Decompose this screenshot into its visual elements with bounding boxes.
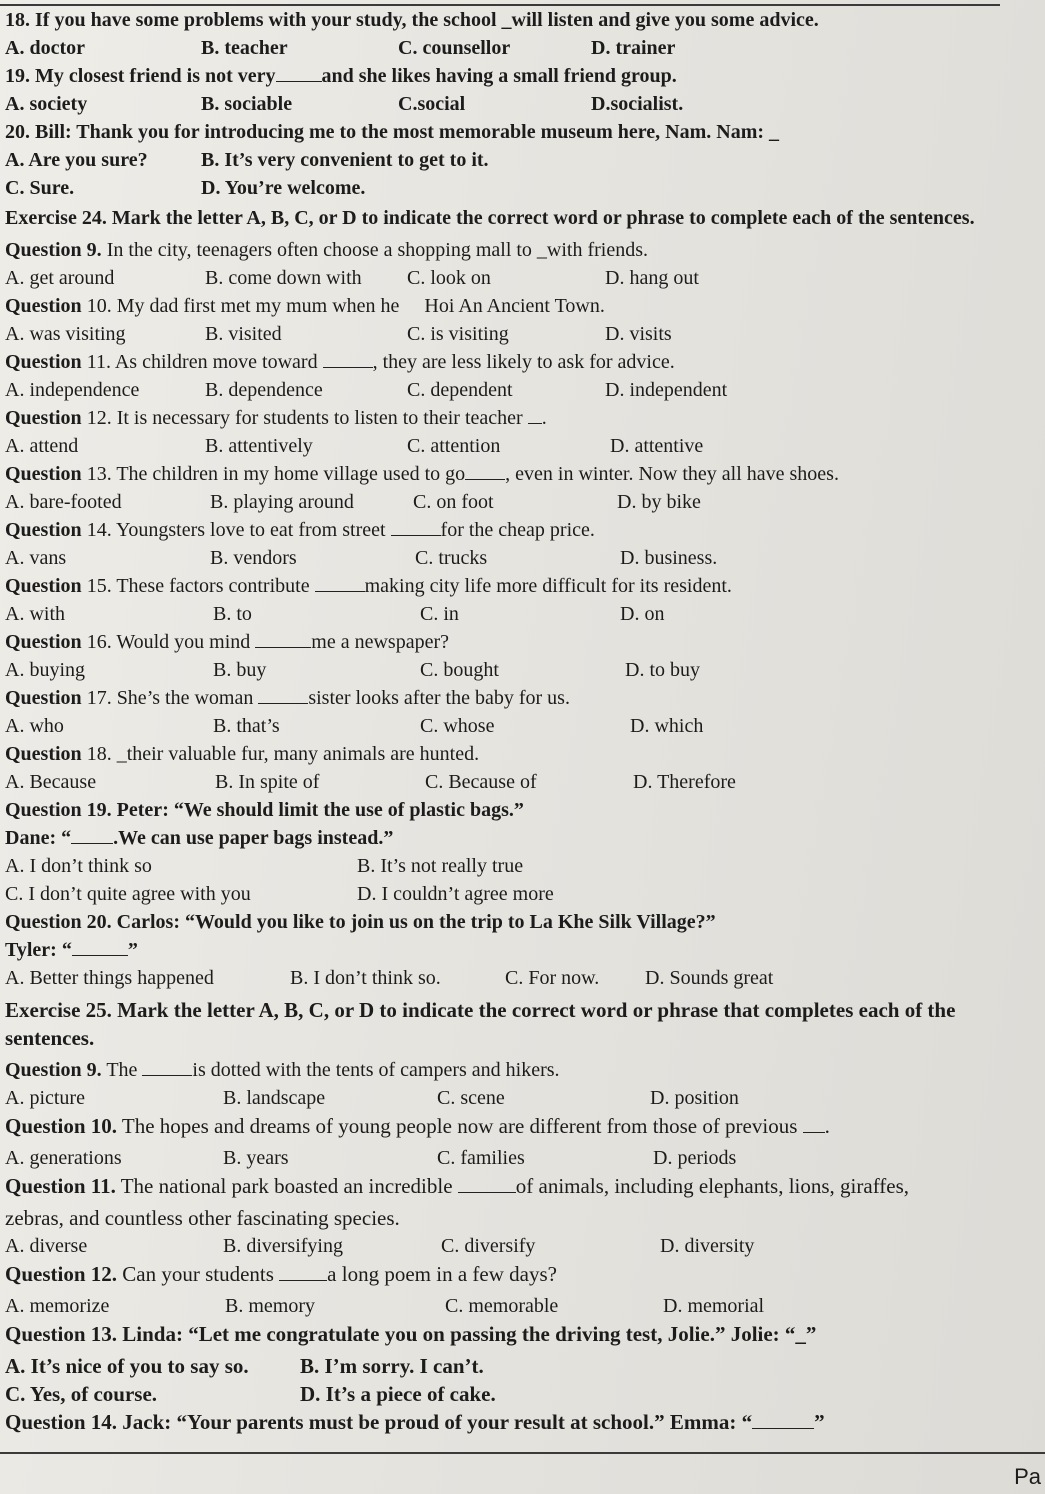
e24-question-15-stem: Question 15. These factors contribute making city life more difficult for its resident.: [5, 575, 732, 597]
option-c: C. in: [420, 603, 459, 625]
option-c: C. families: [437, 1147, 525, 1169]
option-c: C. For now.: [505, 967, 600, 989]
option-a: A. It’s nice of you to say so.: [5, 1354, 249, 1378]
option-a: A. vans: [5, 547, 67, 569]
worksheet-content: [5, 6, 1035, 1440]
option-b: B. memory: [225, 1295, 315, 1317]
e25-question-10-stem: Question 10. The hopes and dreams of young people now are different from those of previous .: [5, 1114, 830, 1138]
option-d: D. on: [620, 603, 665, 625]
e24-question-11-options: [5, 376, 1035, 404]
e25-question-12-options: [5, 1292, 1035, 1320]
option-b: B. teacher: [201, 37, 288, 59]
option-c: C. Sure.: [5, 177, 75, 199]
e24-question-9-stem: Question 9. In the city, teenagers often choose a shopping mall to _with friends.: [5, 239, 649, 261]
option-a: A. Because: [5, 771, 97, 793]
question-19-prev-options: [5, 90, 1035, 118]
question-18-prev-stem: 18. If you have some problems with your study, the school _will listen and give you some advice.: [5, 9, 819, 31]
option-d: D. attentive: [610, 435, 704, 457]
option-b: B. sociable: [201, 93, 293, 115]
option-a: A. diverse: [5, 1235, 88, 1257]
e24-question-14-options: [5, 544, 1035, 572]
e24-question-14-stem: Question 14. Youngsters love to eat from street for the cheap price.: [5, 519, 595, 541]
option-d: D. You’re welcome.: [201, 177, 366, 199]
e25-question-13-options-1: [5, 1352, 1035, 1380]
e24-question-18-stem: Question 18. _their valuable fur, many animals are hunted.: [5, 743, 480, 765]
e24-question-17-options: [5, 712, 1035, 740]
e24-question-13-stem: Question 13. The children in my home village used to go , even in winter. Now they all have shoes.: [5, 463, 839, 485]
option-d: D. to buy: [625, 659, 700, 681]
option-a: A. attend: [5, 435, 79, 457]
option-c: C. Because of: [425, 771, 537, 793]
option-a: A. with: [5, 603, 65, 625]
question-20-prev-stem: 20. Bill: Thank you for introducing me to the most memorable museum here, Nam. Nam: _: [5, 121, 780, 143]
question-18-prev-options: [5, 34, 1035, 62]
e24-question-10-options: [5, 320, 1035, 348]
option-d: D. diversity: [660, 1235, 755, 1257]
option-a: A. society: [5, 93, 88, 115]
option-a: A. Better things happened: [5, 967, 214, 989]
e24-question-13-options: [5, 488, 1035, 516]
e24-question-11-stem: Question 11. As children move toward , they are less likely to ask for advice.: [5, 351, 675, 373]
option-b: B. buy: [213, 659, 267, 681]
option-b: B. to: [213, 603, 252, 625]
option-c: C. I don’t quite agree with you: [5, 883, 251, 905]
e24-question-20-options: [5, 964, 1035, 992]
option-a: A. picture: [5, 1087, 85, 1109]
question-19-prev-stem: 19. My closest friend is not very and she likes having a small friend group.: [5, 65, 677, 87]
option-b: B. I don’t think so.: [290, 967, 441, 989]
option-a: A. memorize: [5, 1295, 110, 1317]
e24-question-20-tyler-line: Tyler: “ ”: [5, 939, 138, 961]
e24-question-19-options-2: [5, 880, 1035, 908]
option-d: D. Therefore: [633, 771, 736, 793]
e24-question-19-stem: Question 19. Peter: “We should limit the use of plastic bags.”: [5, 799, 524, 821]
option-b: B. visited: [205, 323, 282, 345]
option-b: B. In spite of: [215, 771, 320, 793]
option-d: D. which: [630, 715, 704, 737]
option-b: B. diversifying: [223, 1235, 343, 1257]
option-c: C. scene: [437, 1087, 505, 1109]
option-c: C. dependent: [407, 379, 513, 401]
option-d: D. I couldn’t agree more: [357, 883, 554, 905]
e25-question-11-stem: Question 11. The national park boasted an incredible of animals, including elephants, lions, giraffes,: [5, 1174, 910, 1198]
exercise-25-heading: Exercise 25. Mark the letter A, B, C, or D to indicate the correct word or phrase that completes each of the sentences.: [5, 998, 956, 1050]
option-c: C. look on: [407, 267, 491, 289]
option-d: D. by bike: [617, 491, 701, 513]
e24-question-16-stem: Question 16. Would you mind me a newspaper?: [5, 631, 449, 653]
page-corner-text: Pa: [1014, 1464, 1041, 1489]
option-c: C.social: [398, 93, 466, 115]
option-b: B. landscape: [223, 1087, 326, 1109]
question-20-prev-options-2: [5, 174, 1035, 202]
option-d: D. trainer: [591, 37, 676, 59]
option-c: C. whose: [420, 715, 495, 737]
option-a: A. buying: [5, 659, 85, 681]
option-b: B. that’s: [213, 715, 280, 737]
option-a: A. bare-footed: [5, 491, 122, 513]
e24-question-17-stem: Question 17. She’s the woman sister looks after the baby for us.: [5, 687, 570, 709]
option-a: A. who: [5, 715, 64, 737]
e24-question-15-options: [5, 600, 1035, 628]
option-d: D. Sounds great: [645, 967, 774, 989]
e25-question-9-stem: Question 9. The is dotted with the tents of campers and hikers.: [5, 1059, 560, 1081]
e24-question-12-options: [5, 432, 1035, 460]
e24-question-19-options-1: [5, 852, 1035, 880]
e25-question-12-stem: Question 12. Can your students a long poem in a few days?: [5, 1262, 557, 1286]
exercise-24-heading: Exercise 24. Mark the letter A, B, C, or D to indicate the correct word or phrase to complete each of the sentences.: [5, 207, 975, 229]
option-b: B. come down with: [205, 267, 362, 289]
option-d: D. hang out: [605, 267, 699, 289]
question-20-prev-options-1: [5, 146, 1035, 174]
option-c: C. memorable: [445, 1295, 559, 1317]
option-a: A. doctor: [5, 37, 85, 59]
option-d: D. position: [650, 1087, 739, 1109]
e24-question-9-options: [5, 264, 1035, 292]
bottom-rule: [0, 1452, 1045, 1454]
option-d: D. visits: [605, 323, 672, 345]
option-c: C. bought: [420, 659, 499, 681]
option-a: A. Are you sure?: [5, 149, 148, 171]
option-d: D. memorial: [663, 1295, 765, 1317]
e24-question-10-stem: Question 10. My dad first met my mum when he Hoi An Ancient Town.: [5, 295, 605, 317]
e25-question-10-options: [5, 1144, 1035, 1172]
option-c: C. trucks: [415, 547, 488, 569]
option-a: A. generations: [5, 1147, 122, 1169]
option-c: C. diversify: [441, 1235, 536, 1257]
option-a: A. get around: [5, 267, 115, 289]
option-d: D. independent: [605, 379, 728, 401]
option-c: C. attention: [407, 435, 501, 457]
e24-question-16-options: [5, 656, 1035, 684]
option-c: C. counsellor: [398, 37, 511, 59]
e25-question-13-options-2: [5, 1380, 1035, 1408]
option-b: B. It’s very convenient to get to it.: [201, 149, 489, 171]
option-b: B. dependence: [205, 379, 323, 401]
option-d: D. business.: [620, 547, 718, 569]
e25-question-11-stem-cont: zebras, and countless other fascinating species.: [5, 1206, 400, 1230]
option-c: C. is visiting: [407, 323, 509, 345]
option-a: A. I don’t think so: [5, 855, 152, 877]
option-c: C. Yes, of course.: [5, 1382, 158, 1406]
option-b: B. It’s not really true: [357, 855, 524, 877]
option-c: C. on foot: [413, 491, 494, 513]
option-b: B. attentively: [205, 435, 313, 457]
option-d: D. periods: [653, 1147, 737, 1169]
option-b: B. vendors: [210, 547, 297, 569]
option-b: B. playing around: [210, 491, 354, 513]
e24-question-18-options: [5, 768, 1035, 796]
option-b: B. I’m sorry. I can’t.: [300, 1354, 484, 1378]
e25-question-9-options: [5, 1084, 1035, 1112]
e25-question-14-stem: Question 14. Jack: “Your parents must be proud of your result at school.” Emma: “ ”: [5, 1410, 825, 1434]
e24-question-19-dane-line: Dane: “ .We can use paper bags instead.”: [5, 827, 394, 849]
option-a: A. independence: [5, 379, 140, 401]
e24-question-20-stem: Question 20. Carlos: “Would you like to join us on the trip to La Khe Silk Village?”: [5, 911, 716, 933]
option-d: D.socialist.: [591, 93, 684, 115]
e25-question-13-stem: Question 13. Linda: “Let me congratulate you on passing the driving test, Jolie.” Jolie: “_”: [5, 1322, 817, 1346]
e25-question-11-options: [5, 1232, 1035, 1260]
option-d: D. It’s a piece of cake.: [300, 1382, 496, 1406]
option-a: A. was visiting: [5, 323, 126, 345]
option-b: B. years: [223, 1147, 289, 1169]
e24-question-12-stem: Question 12. It is necessary for students to listen to their teacher .: [5, 407, 547, 429]
